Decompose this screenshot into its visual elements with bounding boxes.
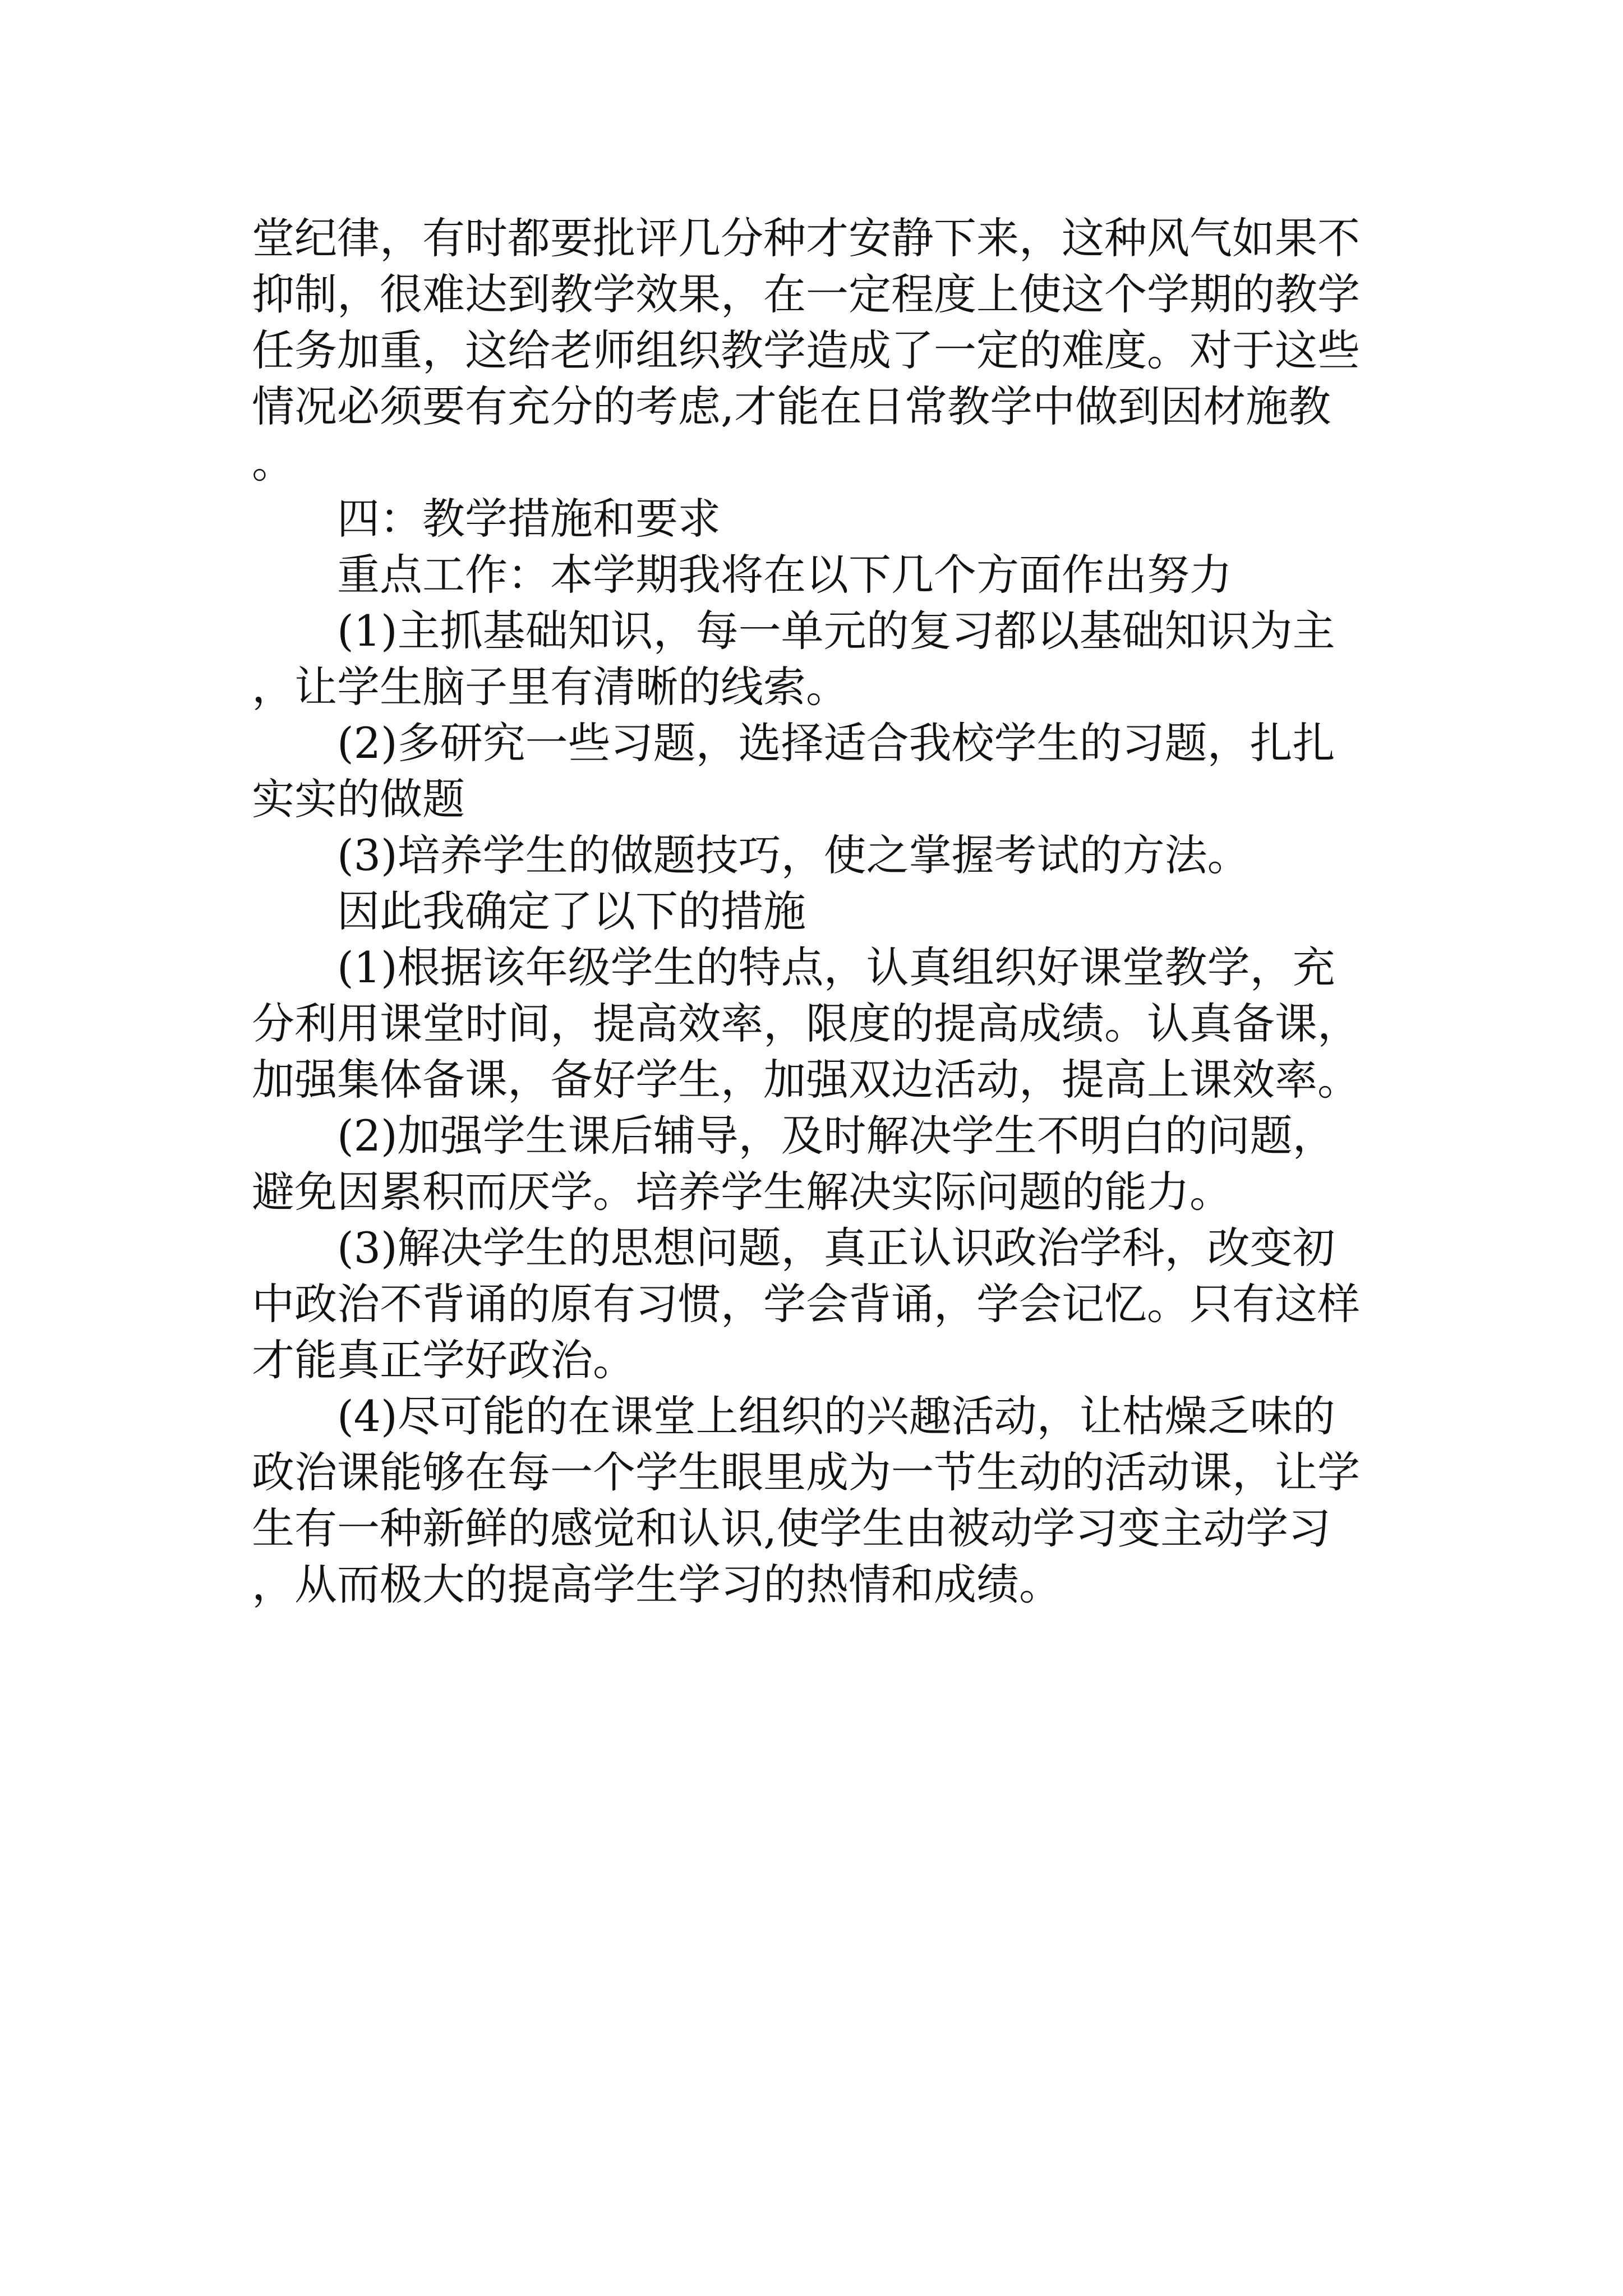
- document-body: [252, 210, 1373, 1613]
- list-item-exercises: (2)多研究一些习题，选择适合我校学生的习题，扎扎实实的做题: [252, 718, 1335, 824]
- list-item-basic-knowledge: (1)主抓基础知识，每一单元的复习都以基础知识为主，让学生脑子里有清晰的线索。: [252, 606, 1335, 712]
- list-item-ideological-issues: (3)解决学生的思想问题，真正认识政治学科，改变初中政治不背诵的原有习惯，学会背诵，学会记忆。只有这样才能真正学好政治。: [252, 1223, 1360, 1385]
- paragraph-continued-discipline: 堂纪律，有时都要批评几分种才安静下来，这种风气如果不抑制，很难达到教学效果，在一定程度上使这个学期的教学任务加重，这给老师组织教学造成了一定的难度。对于这些情况必须要有充分的考虑,才能在日常教学中做到因材施教。: [252, 213, 1360, 487]
- list-item-exam-skills: (3)培养学生的做题技巧，使之掌握考试的方法。: [337, 830, 1250, 880]
- paragraph-measures-intro: 因此我确定了以下的措施: [337, 886, 806, 936]
- list-item-tutoring: (2)加强学生课后辅导，及时解决学生不明白的问题，避免因累积而厌学。培养学生解决实际问题的能力。: [252, 1111, 1335, 1217]
- list-item-classroom-teaching: (1)根据该年级学生的特点，认真组织好课堂教学，充分利用课堂时间，提高效率，限度的提高成绩。认真备课，加强集体备课，备好学生，加强双边活动，提高上课效率。: [252, 942, 1360, 1105]
- list-item-interest-activities: (4)尽可能的在课堂上组织的兴趣活动，让枯燥乏味的政治课能够在每一个学生眼里成为一节生动的活动课，让学生有一种新鲜的感觉和认识,使学生由被动学习变主动学习，从而极大的提高学生学习的热情和成绩。: [252, 1391, 1360, 1609]
- paragraph-key-work: 重点工作：本学期我将在以下几个方面作出努力: [337, 550, 1232, 600]
- section-heading-teaching-measures: 四：教学措施和要求: [337, 494, 721, 544]
